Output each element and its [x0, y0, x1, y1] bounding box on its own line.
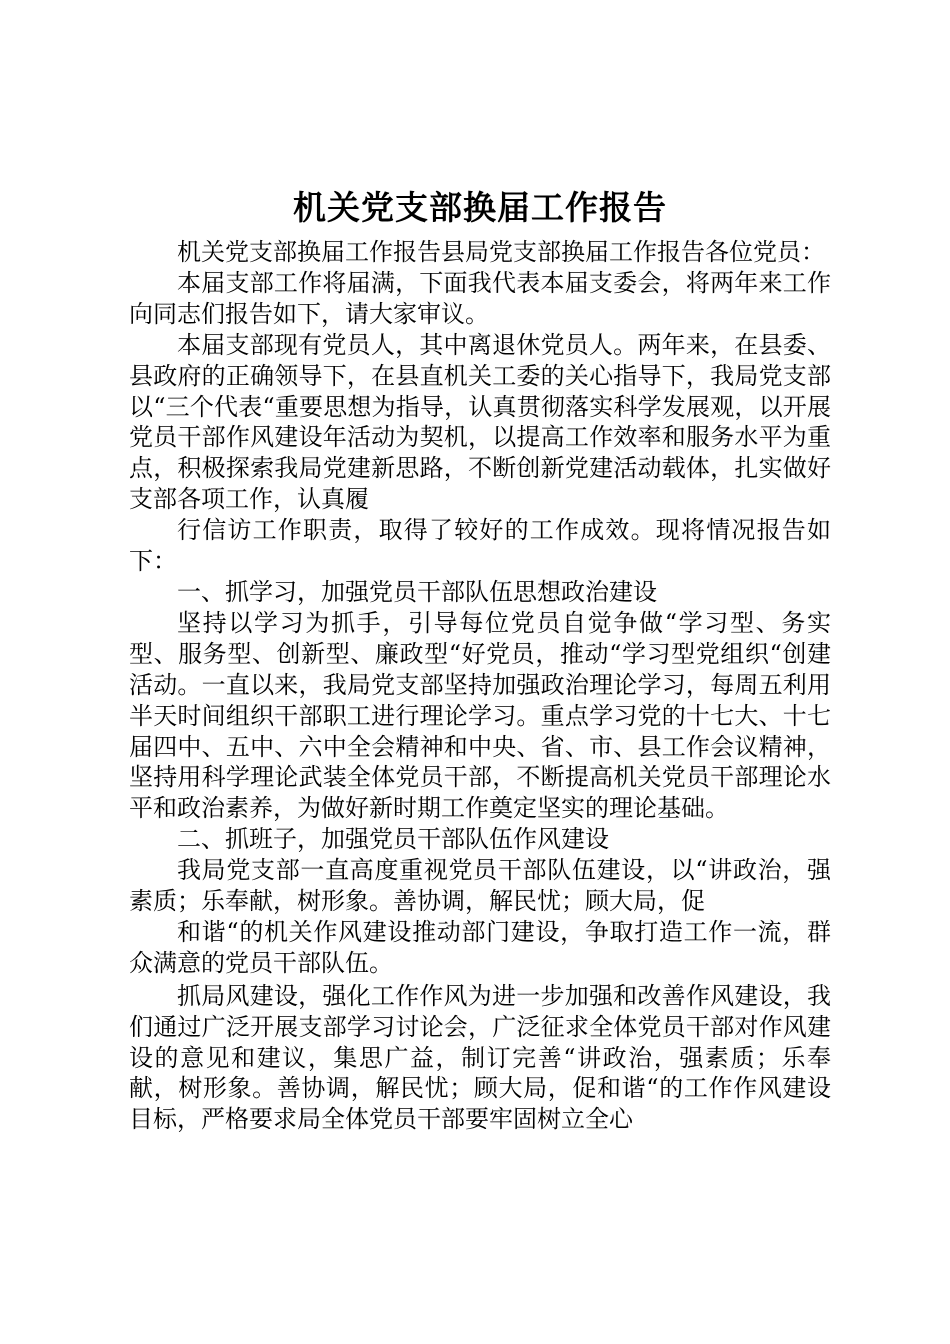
paragraph-team: 我局党支部一直高度重视党员干部队伍建设，以“讲政治，强素质；乐奉献，树形象。善协调，解民忧；顾大局，促	[129, 856, 831, 916]
paragraph-greeting: 机关党支部换届工作报告县局党支部换届工作报告各位党员：	[177, 238, 825, 266]
paragraph-style: 抓局风建设，强化工作作风为进一步加强和改善作风建设，我们通过广泛开展支部学习讨论会，广泛征求全体党员干部对作风建设的意见和建议，集思广益，制订完善“讲政治，强素质；乐奉献，树形象。善协调，解民忧；顾大局，促和谐“的工作作风建设目标，严格要求局全体党员干部要牢固树立全心	[129, 981, 831, 1134]
section-heading-study: 一、抓学习，加强党员干部队伍思想政治建设	[177, 577, 657, 606]
paragraph-team-continued: 和谐“的机关作风建设推动部门建设，争取打造工作一流，群众满意的党员干部队伍。	[129, 917, 831, 977]
paragraph-study: 坚持以学习为抓手，引导每位党员自觉争做“学习型、务实型、服务型、创新型、廉政型“好党员，推动“学习型党组织“创建活动。一直以来，我局党支部坚持加强政治理论学习，每周五利用半天时间组织干部职工进行理论学习。重点学习党的十七大、十七届四中、五中、六中全会精神和中央、省、市、县工作会议精神，坚持用科学理论武装全体党员干部，不断提高机关党员干部理论水平和政治素养，为做好新时期工作奠定坚实的理论基础。	[129, 608, 831, 823]
document-title: 机关党支部换届工作报告	[293, 188, 667, 227]
paragraph-overview-continued: 行信访工作职责，取得了较好的工作成效。现将情况报告如下：	[129, 516, 831, 576]
document-body	[129, 237, 831, 1135]
paragraph-overview: 本届支部现有党员人，其中离退休党员人。两年来，在县委、县政府的正确领导下，在县直机关工委的关心指导下，我局党支部以“三个代表“重要思想为指导，认真贯彻落实科学发展观，以开展党员干部作风建设年活动为契机，以提高工作效率和服务水平为重点，积极探索我局党建新思路，不断创新党建活动载体，扎实做好支部各项工作，认真履	[129, 330, 831, 514]
paragraph-intro: 本届支部工作将届满，下面我代表本届支委会，将两年来工作向同志们报告如下，请大家审议。	[129, 268, 831, 328]
section-heading-team: 二、抓班子，加强党员干部队伍作风建设	[177, 825, 609, 854]
